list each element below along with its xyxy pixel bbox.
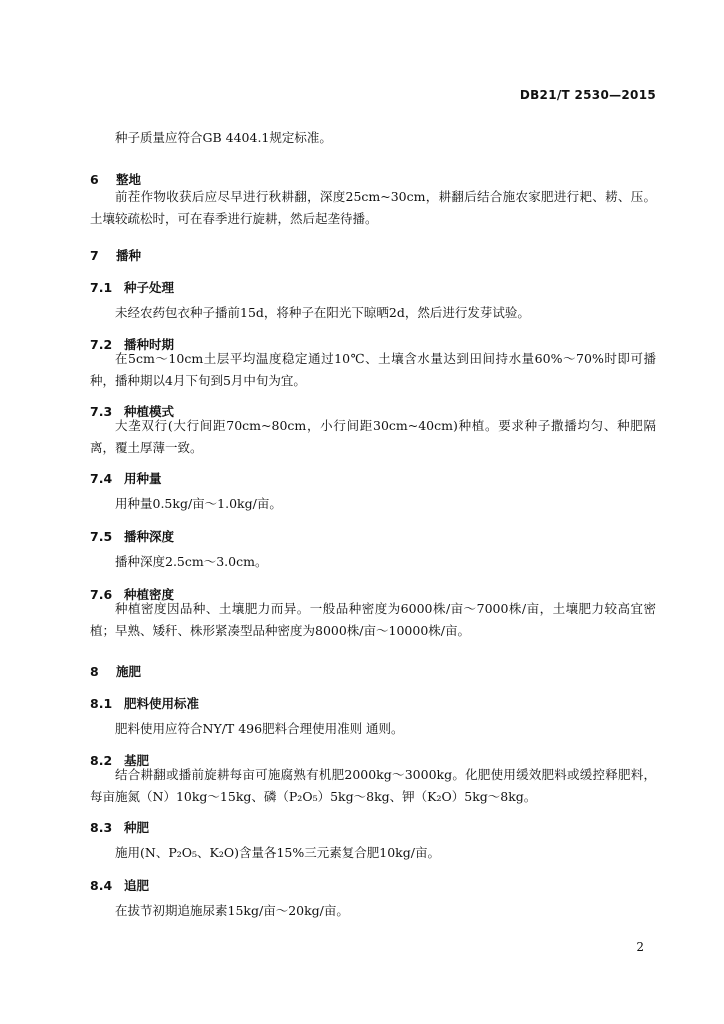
section-number: 7.4 <box>90 471 113 486</box>
section-heading-8 <box>90 662 141 680</box>
section-title: 施肥 <box>116 664 142 679</box>
paragraph-text: 在拔节初期追施尿素15kg/亩～20kg/亩。 <box>115 903 349 918</box>
section-title: 肥料使用标准 <box>124 696 200 711</box>
section-number: 7.6 <box>90 587 113 602</box>
paragraph-base-fertilizer <box>90 764 656 808</box>
paragraph-seed-fertilizer <box>90 842 656 864</box>
section-heading-7-1 <box>90 278 174 296</box>
paragraph-planting-mode <box>90 415 656 459</box>
section-heading-8-4 <box>90 876 149 894</box>
section-title: 基肥 <box>124 753 150 768</box>
section-heading-8-1 <box>90 694 199 712</box>
paragraph-planting-density <box>90 598 656 642</box>
section-title: 播种时期 <box>124 337 175 352</box>
paragraph-text: 施用(N、P₂O₅、K₂O)含量各15%三元素复合肥10kg/亩。 <box>115 845 440 860</box>
paragraph-seed-treatment <box>90 302 656 324</box>
paragraph-text: 用种量0.5kg/亩～1.0kg/亩。 <box>115 496 282 511</box>
paragraph-text: 结合耕翻或播前旋耕每亩可施腐熟有机肥2000kg～3000kg。化肥使用缓效肥料或缓控释肥料，每亩施氮（N）10kg～15kg、磷（P₂O₅）5kg～8kg、钾（K₂O）5kg～8kg。 <box>90 767 656 804</box>
section-number: 7.3 <box>90 404 113 419</box>
paragraph-text: 肥料使用应符合NY/T 496肥料合理使用准则 通则。 <box>115 721 404 736</box>
section-number: 7.5 <box>90 529 113 544</box>
paragraph-text: 大垄双行(大行间距70cm~80cm，小行间距30cm~40cm)种植。要求种子撒播均匀、种肥隔离，覆土厚薄一致。 <box>90 418 656 455</box>
section-title: 种植密度 <box>124 587 175 602</box>
paragraph-land-prep <box>90 186 656 230</box>
section-title: 种肥 <box>124 820 150 835</box>
section-heading-7-5 <box>90 527 174 545</box>
paragraph-sowing-time <box>90 348 656 392</box>
section-number: 8.1 <box>90 696 113 711</box>
paragraph-text: 在5cm～10cm土层平均温度稳定通过10℃、土壤含水量达到田间持水量60%～70%时即可播种，播种期以4月下旬到5月中旬为宜。 <box>90 351 656 388</box>
section-heading-7 <box>90 246 141 264</box>
section-number: 7 <box>90 248 99 263</box>
paragraph-text: 种子质量应符合GB 4404.1规定标准。 <box>115 130 332 145</box>
paragraph-text: 种植密度因品种、土壤肥力而异。一般品种密度为6000株/亩～7000株/亩，土壤肥力较高宜密植；早熟、矮秆、株形紧凑型品种密度为8000株/亩～10000株/亩。 <box>90 601 656 638</box>
paragraph-text: 未经农药包衣种子播前15d，将种子在阳光下晾晒2d，然后进行发芽试验。 <box>115 305 530 320</box>
section-title: 追肥 <box>124 878 150 893</box>
section-heading-7-4 <box>90 469 162 487</box>
paragraph-top-dressing <box>90 900 656 922</box>
paragraph-seed-quality <box>90 127 656 149</box>
section-number: 7.2 <box>90 337 113 352</box>
section-title: 整地 <box>116 172 142 187</box>
section-number: 8.4 <box>90 878 113 893</box>
document-code: DB21/T 2530—2015 <box>519 88 656 102</box>
section-title: 用种量 <box>124 471 162 486</box>
paragraph-sowing-depth <box>90 551 656 573</box>
page-number: 2 <box>636 940 644 954</box>
section-number: 8.2 <box>90 753 113 768</box>
section-heading-8-3 <box>90 818 149 836</box>
section-number: 7.1 <box>90 280 113 295</box>
section-number: 6 <box>90 172 99 187</box>
section-number: 8.3 <box>90 820 113 835</box>
paragraph-seed-amount <box>90 493 656 515</box>
section-title: 播种 <box>116 248 142 263</box>
paragraph-fertilizer-standard <box>90 718 656 740</box>
paragraph-text: 播种深度2.5cm～3.0cm。 <box>115 554 268 569</box>
section-title: 种子处理 <box>124 280 175 295</box>
paragraph-text: 前茬作物收获后应尽早进行秋耕翻，深度25cm~30cm，耕翻后结合施农家肥进行耙、耢、压。土壤较疏松时，可在春季进行旋耕，然后起垄待播。 <box>90 189 656 226</box>
section-number: 8 <box>90 664 99 679</box>
section-title: 种植模式 <box>124 404 175 419</box>
section-title: 播种深度 <box>124 529 175 544</box>
